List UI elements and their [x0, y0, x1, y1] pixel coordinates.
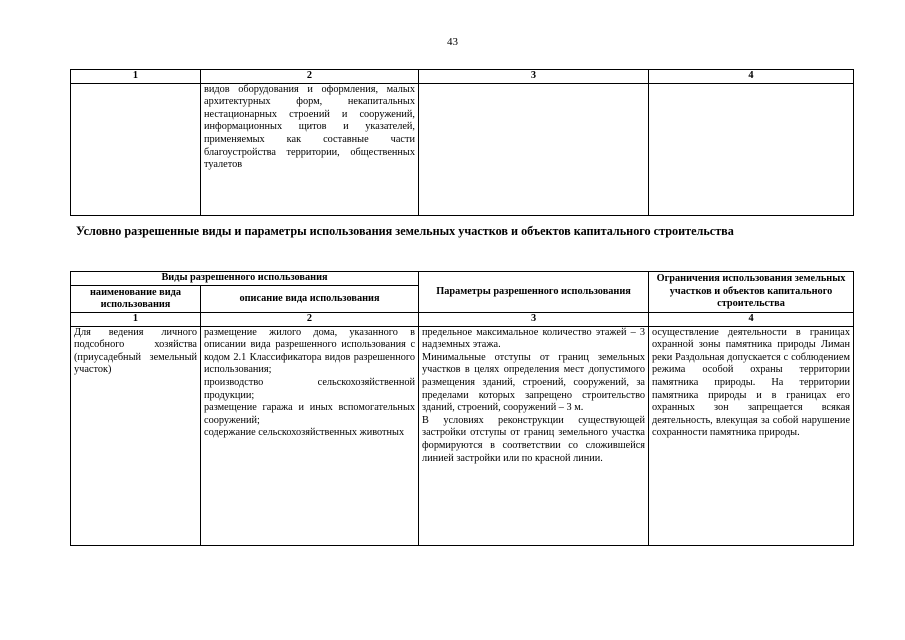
continuation-table — [70, 69, 854, 216]
cell-use-description — [201, 326, 419, 545]
description-item: производство сельскохозяйственной продукции; — [204, 376, 416, 401]
column-number-1: 1 — [71, 313, 201, 327]
table-row — [71, 83, 854, 215]
column-number-3: 3 — [419, 70, 649, 84]
cell-col4 — [649, 83, 854, 215]
page-number: 43 — [447, 36, 458, 48]
description-item: размещение жилого дома, указанного в описании вида разрешенного использования с кодом 2.1 Классификатора видов разрешенного использования; — [204, 326, 416, 376]
parameter-item: Минимальные отступы от границ земельных участков в целях определения мест допустимого размещения зданий, строений, сооружений, за пределами которых запрещено строительство зданий, строений, сооружений – 3 м. — [422, 351, 646, 414]
parameter-item: предельное максимальное количество этажей – 3 надземных этажа. — [422, 326, 646, 351]
cell-col3 — [419, 83, 649, 215]
header-group-label: Виды разрешенного использования — [71, 272, 419, 286]
land-use-table — [70, 271, 854, 546]
description-item: содержание сельскохозяйственных животных — [204, 427, 405, 439]
cell-col2: видов оборудования и оформления, малых архитектурных форм, некапитальных нестационарных строений и сооружений, информационных щитов и указателей, применяемых как составные части благоустройства территории, общественных туалетов — [201, 83, 419, 215]
column-number-3: 3 — [419, 313, 649, 327]
description-item: размещение гаража и иных вспомогательных сооружений; — [204, 402, 416, 426]
column-number-row — [71, 70, 854, 84]
header-restrictions: Ограничения использования земельных участков и объектов капитального строительства — [649, 272, 854, 313]
column-number-row — [71, 313, 854, 327]
section-heading: Условно разрешенные виды и параметры использования земельных участков и объектов капитального строительства — [76, 224, 734, 238]
column-number-1: 1 — [71, 70, 201, 84]
cell-parameters — [419, 326, 649, 545]
cell-col1 — [71, 83, 201, 215]
column-number-2: 2 — [201, 313, 419, 327]
column-number-2: 2 — [201, 70, 419, 84]
header-parameters: Параметры разрешенного использования — [419, 272, 649, 313]
cell-restrictions: осуществление деятельности в границах охранной зоны памятника природы Лиман реки Раздольная допускается с соблюдением режима особой охраны территории памятника природы. На территории памятника природы и в границах его охранных зон запрещается всякая деятельность, влекущая за собой нарушение сохранности памятника природы. — [649, 326, 854, 545]
header-description: описание вида использования — [201, 286, 419, 313]
header-row — [71, 272, 854, 286]
parameter-item: В условиях реконструкции существующей застройки отступы от границ земельного участка формируются в соответствии со сложившейся линией застройки или по красной линии. — [422, 414, 646, 464]
table-row — [71, 326, 854, 545]
header-name: наименование вида использования — [71, 286, 201, 313]
column-number-4: 4 — [649, 313, 854, 327]
column-number-4: 4 — [649, 70, 854, 84]
cell-use-name: Для ведения личного подсобного хозяйства (приусадебный земельный участок) — [71, 326, 201, 545]
